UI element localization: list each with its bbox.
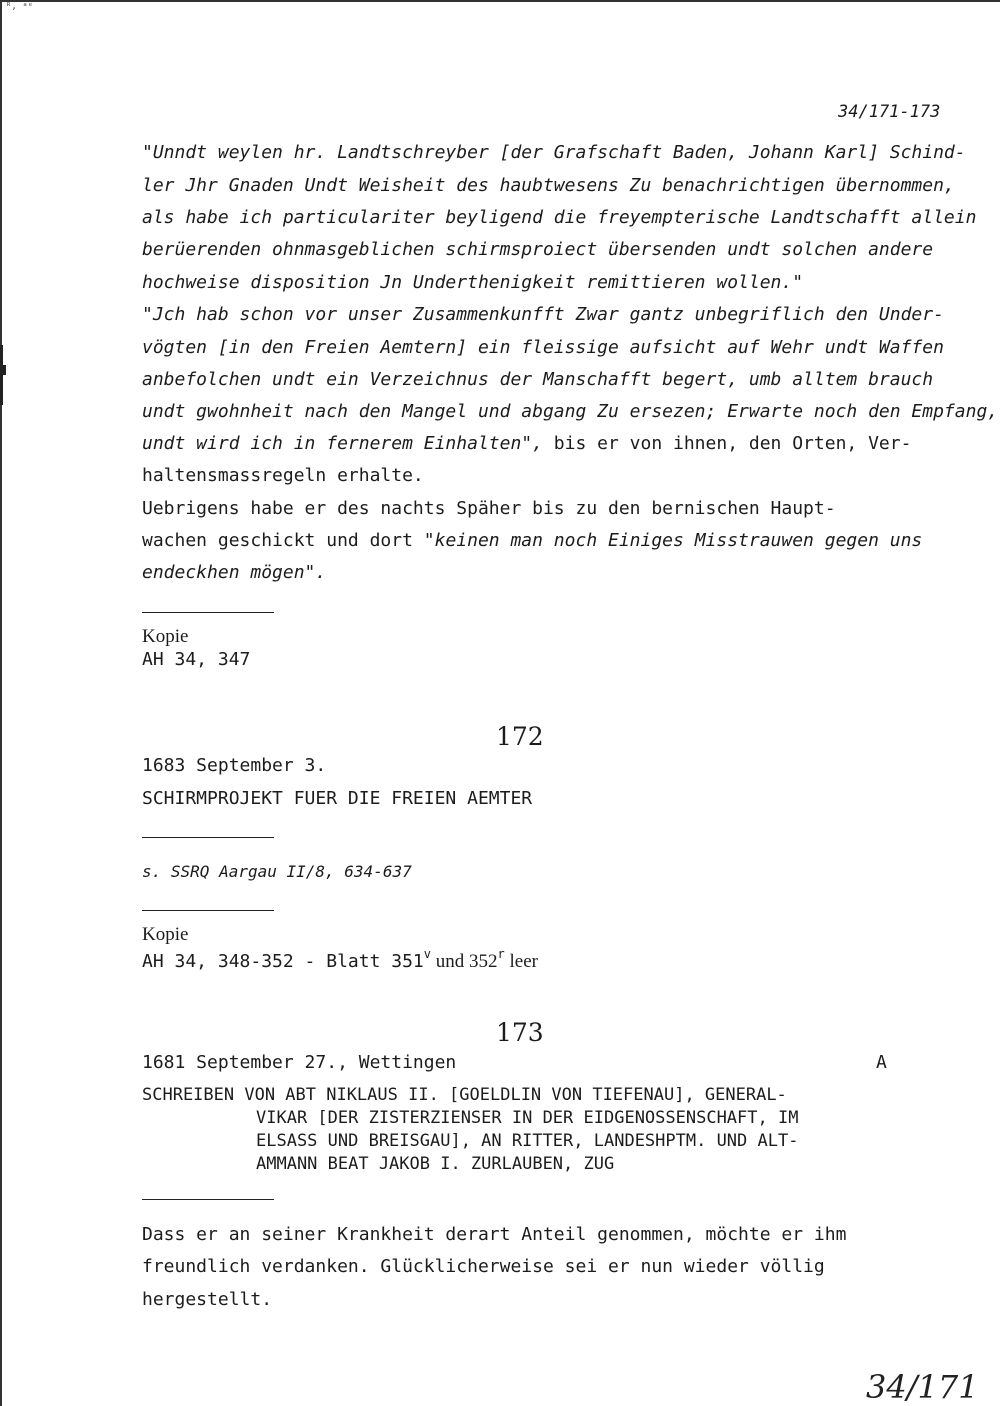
see-reference: s. SSRQ Aargau II/8, 634-637: [142, 862, 412, 881]
source-kind: Kopie: [142, 626, 189, 647]
handwritten-page-number: 34/171: [866, 1368, 979, 1406]
source-ref-main: AH 34, 348-352 - Blatt 351: [142, 951, 424, 972]
entry-title-line: VIKAR [DER ZISTERZIENSER IN DER EIDGENOSSENSCHAFT, IM: [256, 1108, 799, 1128]
divider: [142, 910, 274, 911]
superscript-verso: v: [423, 947, 431, 961]
scan-border-left: [0, 0, 2, 1406]
quote-line: ler Jhr Gnaden Undt Weisheit des haubtwesens Zu benachrichtigen übernommen,: [142, 175, 955, 196]
mixed-line: [142, 530, 922, 551]
entry-title: SCHIRMPROJEKT FUER DIE FREIEN AEMTER: [142, 788, 533, 809]
quote-line: "Jch hab schon vor unser Zusammenkunfft Zwar gantz unbegriflich den Under-: [142, 304, 944, 325]
scan-border-top: [0, 0, 1000, 2]
source-ref: [142, 947, 538, 973]
body-line: Dass er an seiner Krankheit derart Anteil genommen, möchte er ihm: [142, 1224, 847, 1245]
marginal-mark: A: [876, 1052, 887, 1073]
quote-fragment: "keinen man noch Einiges Misstrauwen gegen uns: [423, 530, 923, 551]
margin-bracket-icon: [0, 345, 6, 405]
divider: [142, 837, 274, 838]
quote-line: anbefolchen undt ein Verzeichnus der Manschafft begert, umb alltem brauch: [142, 369, 934, 390]
mixed-line: [142, 433, 911, 454]
entry-title-line: AMMANN BEAT JAKOB I. ZURLAUBEN, ZUG: [256, 1154, 615, 1174]
body-line: hergestellt.: [142, 1289, 273, 1310]
entry-title-line: SCHREIBEN VON ABT NIKLAUS II. [GOELDLIN VON TIEFENAU], GENERAL-: [142, 1085, 787, 1105]
entry-number: 172: [496, 722, 544, 751]
document-reference: 34/171-173: [838, 102, 941, 122]
divider: [142, 612, 274, 613]
body-line: freundlich verdanken. Glücklicherweise sei er nun wieder völlig: [142, 1256, 825, 1277]
entry-date: 1681 September 27., Wettingen: [142, 1052, 457, 1073]
text-fragment: wachen geschickt und dort: [142, 530, 424, 551]
body-line: haltensmassregeln erhalte.: [142, 465, 424, 486]
quote-line: endeckhen mögen".: [142, 562, 327, 583]
source-ref: AH 34, 347: [142, 649, 251, 670]
text-fragment: bis er von ihnen, den Orten, Ver-: [542, 433, 912, 454]
body-line: Uebrigens habe er des nachts Späher bis zu den bernischen Haupt-: [142, 498, 836, 519]
quote-fragment: undt wird ich in fernerem Einhalten",: [142, 433, 543, 454]
quote-line: "Unndt weylen hr. Landtschreyber [der Grafschaft Baden, Johann Karl] Schind-: [142, 142, 966, 163]
quote-line: undt gwohnheit nach den Mangel und abgang Zu ersezen; Erwarte noch den Empfang,: [142, 401, 999, 422]
quote-line: vögten [in den Freien Aemtern] ein fleissige aufsicht auf Wehr undt Waffen: [142, 337, 944, 358]
source-ref-end: leer: [504, 951, 538, 972]
entry-title-line: ELSASS UND BREISGAU], AN RITTER, LANDESHPTM. UND ALT-: [256, 1131, 799, 1151]
source-kind: Kopie: [142, 924, 189, 945]
superscript-recto: r: [497, 947, 505, 961]
source-ref-und: und 352: [431, 951, 498, 972]
corner-mark: ᴿ, ᵃᵉ: [6, 2, 34, 12]
quote-line: als habe ich particulariter beyligend die freyempterische Landtschafft allein: [142, 207, 977, 228]
entry-number: 173: [496, 1018, 544, 1047]
quote-line: berüerenden ohnmasgeblichen schirmsproiect übersenden undt solchen andere: [142, 239, 934, 260]
divider: [142, 1199, 274, 1200]
entry-date: 1683 September 3.: [142, 755, 327, 776]
quote-line: hochweise disposition Jn Underthenigkeit remittieren wollen.": [142, 272, 804, 293]
